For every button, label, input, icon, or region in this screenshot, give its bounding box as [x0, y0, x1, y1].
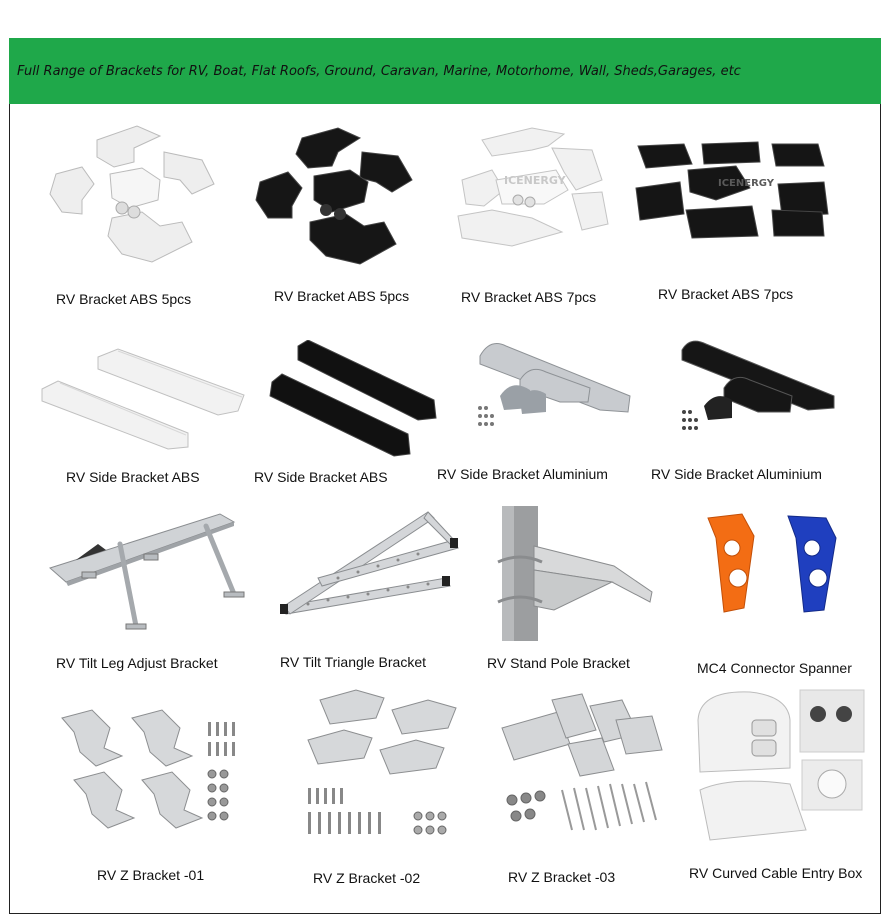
- product-caption: RV Bracket ABS 5pcs: [274, 288, 410, 304]
- product-caption: RV Tilt Leg Adjust Bracket: [56, 655, 218, 671]
- brand-watermark: ICENERGY: [504, 174, 566, 187]
- product-image-black-abs-5pcs: [252, 122, 422, 272]
- product-image-z-bracket-02: [300, 684, 465, 844]
- product-caption: RV Side Bracket Aluminium: [437, 466, 608, 482]
- product-caption: RV Bracket ABS 5pcs: [56, 291, 192, 307]
- header-banner: [9, 38, 881, 104]
- product-image-z-bracket-03: [492, 690, 667, 850]
- product-image-z-bracket-01: [52, 708, 252, 838]
- product-image-tilt-leg: [46, 508, 246, 638]
- product-image-white-side-abs: [38, 345, 248, 455]
- product-caption: RV Side Bracket ABS: [254, 469, 388, 485]
- product-caption: RV Tilt Triangle Bracket: [280, 654, 427, 670]
- product-caption: RV Z Bracket -02: [313, 870, 421, 886]
- product-image-mc4-spanner: [688, 508, 853, 618]
- product-caption: MC4 Connector Spanner: [697, 660, 852, 676]
- product-caption: RV Stand Pole Bracket: [487, 655, 630, 671]
- product-caption: RV Bracket ABS 7pcs: [658, 286, 794, 302]
- product-caption: RV Z Bracket -03: [508, 869, 616, 885]
- product-image-black-aluminium-side: [668, 336, 843, 441]
- product-caption: RV Z Bracket -01: [97, 867, 205, 883]
- product-image-cable-entry-box: [690, 680, 870, 845]
- brand-watermark-dark: ICENERGY: [718, 178, 775, 189]
- product-image-aluminium-side: [460, 336, 635, 436]
- product-image-stand-pole: [494, 506, 659, 641]
- product-image-white-abs-5pcs: [42, 122, 222, 272]
- product-caption: RV Curved Cable Entry Box: [689, 865, 863, 881]
- banner-title: Full Range of Brackets for RV, Boat, Flat Roofs, Ground, Caravan, Marine, Motorhome, Wall, Sheds,Garages, etc: [17, 64, 741, 79]
- product-image-tilt-triangle: [278, 508, 468, 618]
- product-image-black-abs-7pcs: [632, 140, 832, 240]
- product-caption: RV Bracket ABS 7pcs: [461, 289, 597, 305]
- product-image-white-abs-7pcs: [452, 120, 612, 250]
- product-caption: RV Side Bracket Aluminium: [651, 466, 822, 482]
- product-caption: RV Side Bracket ABS: [66, 469, 200, 485]
- product-image-black-side-abs: [268, 340, 438, 460]
